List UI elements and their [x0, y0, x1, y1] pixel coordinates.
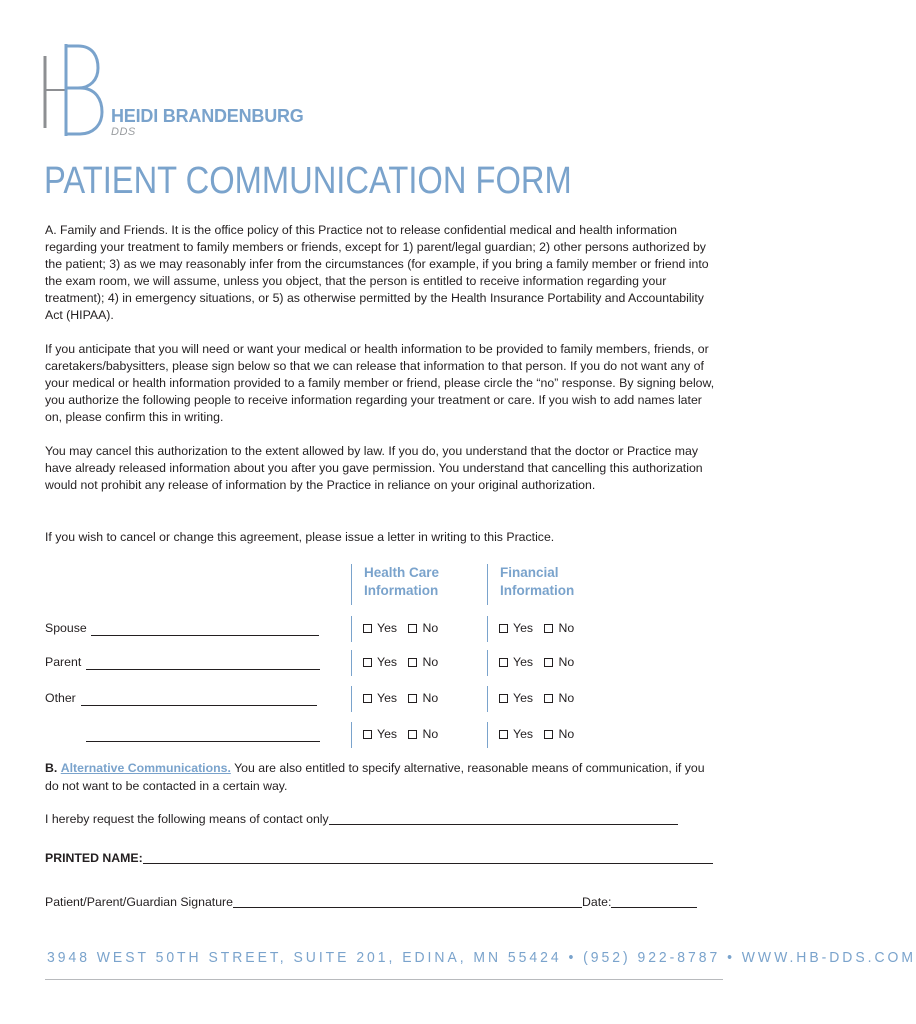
authorization-row-parent: [0, 650, 770, 678]
no-label: No: [422, 621, 439, 635]
signature-field[interactable]: [233, 895, 582, 908]
printed-name-row: [45, 851, 713, 865]
practice-logo: [42, 44, 302, 144]
financial-column-header: [487, 564, 607, 605]
footer-divider: [45, 979, 723, 980]
no-label: No: [558, 655, 575, 669]
header-line: Information: [500, 583, 575, 598]
health-care-choice: [351, 616, 438, 642]
no-checkbox[interactable]: [544, 730, 553, 739]
row-label: Other: [45, 691, 76, 705]
alternative-communications-paragraph: [45, 760, 717, 795]
yes-checkbox[interactable]: [499, 694, 508, 703]
form-title: PATIENT COMMUNICATION FORM: [44, 160, 572, 202]
health-care-choice: [351, 650, 438, 676]
practice-suffix: DDS: [111, 126, 136, 138]
date-label: Date:: [582, 895, 612, 909]
authorization-row-additional: [0, 722, 770, 750]
section-letter: B.: [45, 761, 58, 775]
signature-label: Patient/Parent/Guardian Signature: [45, 895, 233, 909]
yes-label: Yes: [377, 727, 398, 741]
header-line: Health Care: [364, 565, 440, 580]
section-b-text: You are also entitled to specify alternative, reasonable means of communication, if you do not want to be contacted in a certain way.: [45, 761, 705, 793]
anticipate-paragraph: If you anticipate that you will need or want your medical or health information to be provided to family members, friends, or caretakers/babysitters, please sign below so that we can release that information to that person. If you do not want any of your medical or health information provided to a family member or friend, please circle the “no” response. By signing below, you authorize the following people to receive information regarding your treatment or care. If you wish to add names later on, please confirm this in writing.: [45, 342, 715, 425]
contact-request-label: I hereby request the following means of contact only: [45, 812, 329, 826]
no-checkbox[interactable]: [408, 624, 417, 633]
hb-monogram-icon: [42, 44, 112, 140]
yes-checkbox[interactable]: [363, 694, 372, 703]
yes-label: Yes: [513, 621, 534, 635]
change-paragraph: If you wish to cancel or change this agreement, please issue a letter in writing to this Practice.: [45, 530, 555, 544]
additional-name-field[interactable]: [86, 741, 320, 742]
financial-choice: [487, 686, 574, 712]
no-label: No: [422, 691, 439, 705]
yes-label: Yes: [513, 655, 534, 669]
yes-checkbox[interactable]: [499, 730, 508, 739]
health-care-column-header: [351, 564, 471, 605]
other-name-field[interactable]: [81, 705, 317, 706]
no-checkbox[interactable]: [408, 658, 417, 667]
yes-checkbox[interactable]: [499, 624, 508, 633]
header-line: Information: [364, 583, 439, 598]
no-checkbox[interactable]: [544, 658, 553, 667]
yes-checkbox[interactable]: [363, 730, 372, 739]
no-checkbox[interactable]: [408, 694, 417, 703]
financial-choice: [487, 722, 574, 748]
yes-label: Yes: [513, 727, 534, 741]
row-label: Spouse: [45, 621, 87, 635]
yes-checkbox[interactable]: [363, 658, 372, 667]
authorization-row-other: [0, 686, 770, 714]
no-label: No: [558, 621, 575, 635]
yes-label: Yes: [513, 691, 534, 705]
contact-means-field[interactable]: [329, 812, 678, 825]
family-friends-paragraph: A. Family and Friends. It is the office policy of this Practice not to release confidential medical and health information regarding your treatment to family members or friends, except for 1) parent/legal guardian; 2) other persons authorized by the patient; 3) as we may reasonably infer from the circumstances (for example, if you bring a family member or friend into the exam room, we will assume, unless you object, that the person is entitled to receive information regarding your treatment); 4) in emergency situations, or 5) as otherwise permitted by the Health Insurance Portability and Accountability Act (HIPAA).: [45, 223, 709, 323]
no-checkbox[interactable]: [544, 694, 553, 703]
printed-name-label: PRINTED NAME:: [45, 851, 143, 865]
financial-choice: [487, 616, 574, 642]
date-field[interactable]: [611, 895, 697, 908]
no-label: No: [422, 655, 439, 669]
yes-label: Yes: [377, 621, 398, 635]
health-care-choice: [351, 722, 438, 748]
no-checkbox[interactable]: [408, 730, 417, 739]
no-label: No: [558, 727, 575, 741]
financial-choice: [487, 650, 574, 676]
header-line: Financial: [500, 565, 559, 580]
signature-row: [45, 895, 697, 909]
yes-label: Yes: [377, 655, 398, 669]
cancel-paragraph: You may cancel this authorization to the extent allowed by law. If you do, you understand that the doctor or Practice may have already released information about you after you gave permission. You understand that cancelling this authorization would not prohibit any release of information by the Practice in reliance on your original authorization.: [45, 444, 703, 493]
row-label: Parent: [45, 655, 82, 669]
yes-label: Yes: [377, 691, 398, 705]
alternative-communications-link[interactable]: Alternative Communications.: [60, 761, 231, 775]
no-label: No: [422, 727, 439, 741]
parent-name-field[interactable]: [86, 669, 320, 670]
printed-name-field[interactable]: [143, 851, 713, 864]
spouse-name-field[interactable]: [91, 635, 319, 636]
footer-address: 3948 WEST 50TH STREET, SUITE 201, EDINA, MN 55424 • (952) 922-8787 • WWW.HB-DDS.COM: [47, 949, 916, 966]
no-checkbox[interactable]: [544, 624, 553, 633]
contact-request-row: [45, 812, 678, 826]
practice-name: HEIDI BRANDENBURG: [111, 106, 304, 126]
no-label: No: [558, 691, 575, 705]
health-care-choice: [351, 686, 438, 712]
authorization-row-spouse: [0, 616, 770, 644]
yes-checkbox[interactable]: [363, 624, 372, 633]
yes-checkbox[interactable]: [499, 658, 508, 667]
